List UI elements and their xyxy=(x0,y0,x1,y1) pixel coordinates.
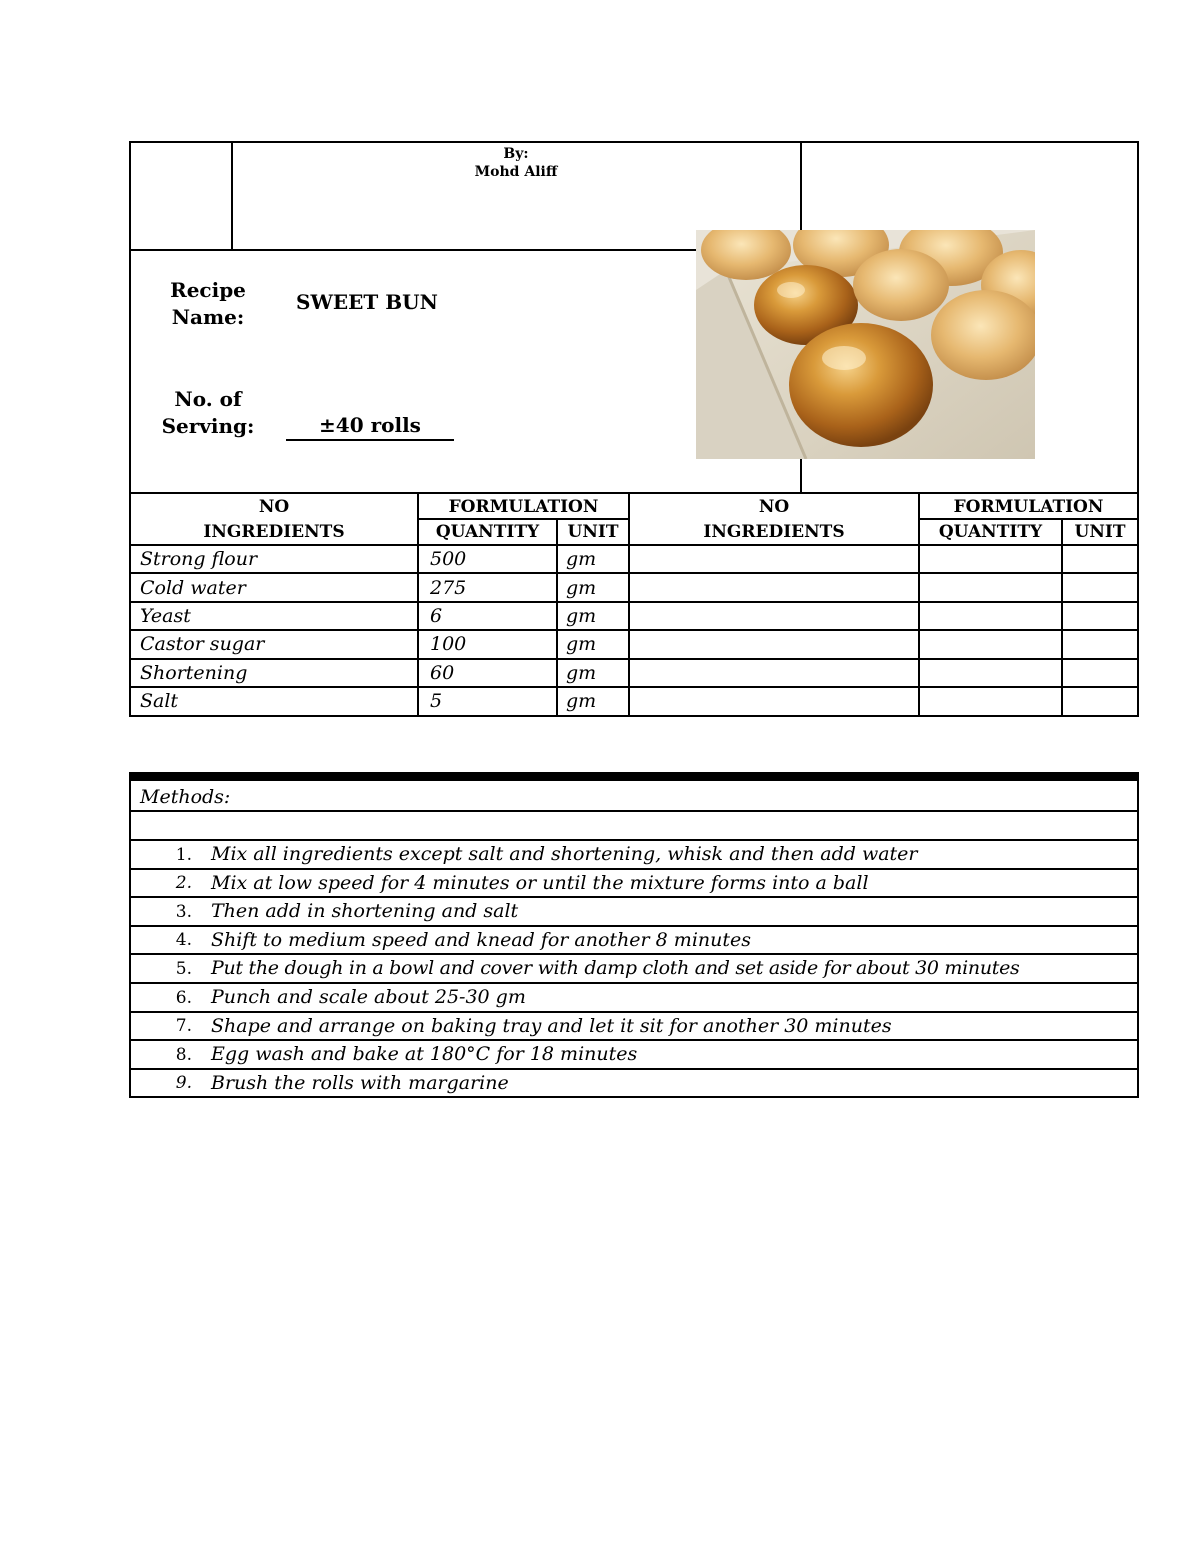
quantity-cell: 6 xyxy=(430,605,443,627)
ingredient-cell: Castor sugar xyxy=(140,633,265,655)
right-quantity-header: QUANTITY xyxy=(938,522,1043,542)
ingredient-cell: Yeast xyxy=(140,605,191,627)
right-unit-header: UNIT xyxy=(1074,522,1126,542)
quantity-cell: 275 xyxy=(430,577,467,599)
recipe-name: SWEET BUN xyxy=(296,290,438,314)
ingredient-cell: Strong flour xyxy=(140,548,258,570)
sweet-bun-photo-svg xyxy=(696,230,1035,459)
left-quantity-header: QUANTITY xyxy=(435,522,540,542)
by-label: By: xyxy=(503,146,529,162)
right-ingredients-header: INGREDIENTS xyxy=(703,522,845,542)
unit-cell: gm xyxy=(566,548,597,570)
recipe-name-label-line1: Recipe xyxy=(170,278,246,302)
step-number: 4. xyxy=(175,930,192,950)
step-text: Then add in shortening and salt xyxy=(211,900,519,922)
serving-label-line1: No. of xyxy=(174,387,242,411)
serving-label-line2: Serving: xyxy=(161,414,255,438)
unit-cell: gm xyxy=(566,690,597,712)
unit-cell: gm xyxy=(566,662,597,684)
step-text: Egg wash and bake at 180°C for 18 minutes xyxy=(211,1043,638,1065)
sweet-bun-photo xyxy=(696,230,1035,459)
right-no-header: NO xyxy=(758,497,790,517)
serving-label xyxy=(150,386,266,440)
step-text: Shape and arrange on baking tray and let it sit for another 30 minutes xyxy=(211,1015,892,1037)
step-text: Put the dough in a bowl and cover with damp cloth and set aside for about 30 minutes xyxy=(211,957,1020,979)
ingredient-cell: Salt xyxy=(140,690,179,712)
step-number: 1. xyxy=(175,845,192,865)
step-number: 6. xyxy=(175,988,192,1008)
quantity-cell: 500 xyxy=(430,548,467,570)
quantity-cell: 5 xyxy=(430,690,443,712)
ingredient-cell: Cold water xyxy=(140,577,246,599)
step-text: Punch and scale about 25-30 gm xyxy=(211,986,526,1008)
left-unit-header: UNIT xyxy=(567,522,619,542)
ingredient-cell: Shortening xyxy=(140,662,248,684)
step-number: 8. xyxy=(175,1045,192,1065)
left-no-header: NO xyxy=(258,497,290,517)
recipe-name-label-line2: Name: xyxy=(171,305,245,329)
step-text: Mix all ingredients except salt and shortening, whisk and then add water xyxy=(211,843,918,865)
left-formulation-header: FORMULATION xyxy=(448,497,599,517)
step-number: 7. xyxy=(175,1016,192,1036)
quantity-cell: 60 xyxy=(430,662,455,684)
step-number: 3. xyxy=(175,902,192,922)
quantity-cell: 100 xyxy=(430,633,467,655)
methods-title: Methods: xyxy=(140,786,231,808)
unit-cell: gm xyxy=(566,633,597,655)
recipe-name-label xyxy=(150,277,266,331)
step-number: 2. xyxy=(175,873,192,893)
unit-cell: gm xyxy=(566,605,597,627)
right-formulation-header: FORMULATION xyxy=(953,497,1104,517)
step-number: 5. xyxy=(175,959,192,979)
left-ingredients-header: INGREDIENTS xyxy=(203,522,345,542)
step-number: 9. xyxy=(175,1073,192,1093)
step-text: Brush the rolls with margarine xyxy=(211,1072,509,1094)
serving-value: ±40 rolls xyxy=(286,413,454,441)
step-text: Mix at low speed for 4 minutes or until the mixture forms into a ball xyxy=(211,872,869,894)
step-text: Shift to medium speed and knead for another 8 minutes xyxy=(211,929,751,951)
unit-cell: gm xyxy=(566,577,597,599)
author-name: Mohd Aliff xyxy=(474,164,558,180)
